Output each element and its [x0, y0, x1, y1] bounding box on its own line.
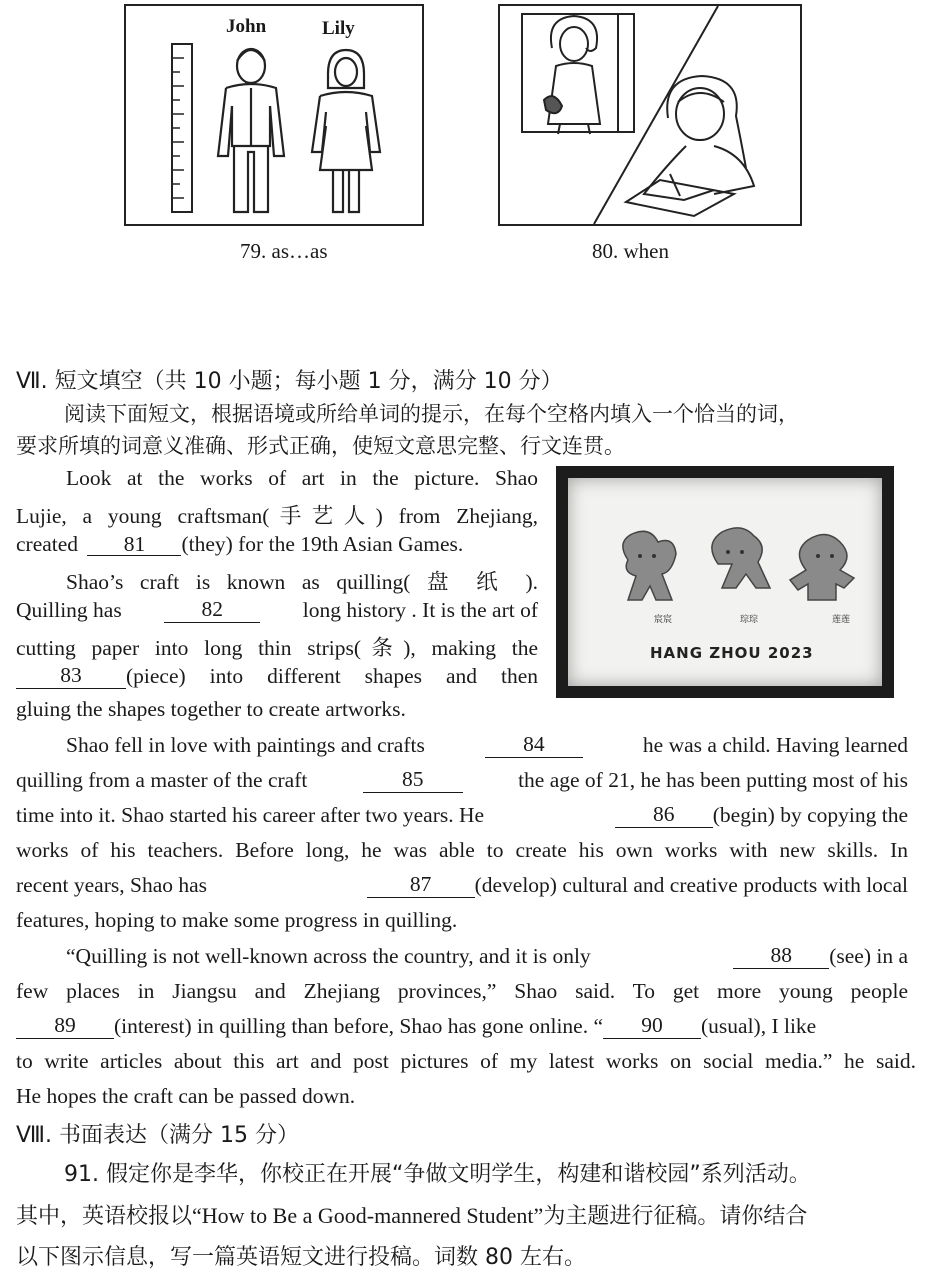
section-7-instruction-line-1: 阅读下面短文，根据语境或所给单词的提示，在每个空格内填入一个恰当的词， — [64, 402, 799, 426]
q91-line-2-text-c: 为主题进行征稿。请你结合 — [543, 1204, 808, 1229]
caption-80: 80. when — [592, 239, 669, 263]
q91-line-1: 91. 假定你是李华，你校正在开展“争做文明学生，构建和谐校园”系列活动。 — [64, 1162, 811, 1187]
when-illustration — [498, 4, 802, 226]
woman-figure — [544, 16, 600, 134]
p3-line-1 — [66, 733, 908, 758]
blank-90[interactable]: 90 — [603, 1014, 701, 1039]
p3-line-2 — [16, 768, 908, 793]
p2-line-2-text-a: Quilling has — [16, 598, 122, 622]
q91-line-2-text-a: 其中，英语校报以 — [16, 1204, 193, 1229]
p2-line-4-text-b: (piece) into different shapes and then — [126, 664, 538, 688]
p3-line-5-text-b: (develop) cultural and creative products with local — [474, 873, 908, 897]
height-comparison-illustration — [124, 4, 424, 226]
p2-line-3: cutting paper into long thin strips(条), making the — [16, 636, 538, 660]
q91-line-2 — [16, 1199, 807, 1230]
q91-line-2-topic: “How to Be a Good-mannered Student” — [192, 1203, 544, 1228]
mother-daughter-drawing — [500, 6, 800, 224]
p3-line-4: works of his teachers. Before long, he was able to create his own works with new skills. In — [16, 838, 908, 862]
john-lily-drawing — [126, 6, 422, 224]
p1-line-1: Look at the works of art in the picture. Shao — [66, 466, 538, 490]
blank-86[interactable]: 86 — [615, 803, 713, 828]
section-8-heading: Ⅷ. 书面表达（满分 15 分） — [16, 1123, 299, 1148]
p1-line-3 — [16, 532, 463, 557]
blank-82[interactable]: 82 — [164, 598, 260, 623]
p4-line-2: few places in Jiangsu and Zhejiang provinces,” Shao said. To get more young people — [16, 979, 908, 1003]
p4-line-4: to write articles about this art and post pictures of my latest works on social media.” he said. — [16, 1049, 916, 1073]
name-label-john: John — [226, 16, 267, 37]
p3-line-5-text-a: recent years, Shao has — [16, 873, 208, 897]
p1-line-3-text-a: created — [16, 532, 79, 556]
section-7-heading: Ⅶ. 短文填空（共 10 小题；每小题 1 分，满分 10 分） — [16, 369, 563, 394]
john-figure — [218, 49, 284, 212]
p4-line-3-text-b: (interest) in quilling than before, Shao has gone online. “ — [114, 1014, 603, 1038]
p4-line-3 — [16, 1014, 908, 1039]
p3-line-1-text-b: he was a child. Having learned — [642, 733, 908, 757]
p4-line-1 — [66, 944, 908, 969]
p3-line-1-text-a: Shao fell in love with paintings and crafts — [66, 733, 425, 757]
p2-line-2 — [16, 598, 538, 623]
p3-line-3 — [16, 803, 908, 828]
blank-88[interactable]: 88 — [733, 944, 829, 969]
blank-85[interactable]: 85 — [363, 768, 463, 793]
section-7-instruction-line-2: 要求所填的词意义准确、形式正确，使短文意思完整、行文连贯。 — [16, 434, 625, 458]
name-label-lily: Lily — [322, 18, 355, 39]
p4-line-1-text-b: (see) in a — [829, 944, 908, 968]
lily-figure — [312, 50, 380, 212]
p1-line-2: Lujie, a young craftsman(手艺人) from Zhejiang, — [16, 504, 538, 528]
caption-79: 79. as…as — [240, 239, 328, 263]
p3-line-3-text-a: time into it. Shao started his career after two years. He — [16, 803, 485, 827]
p4-line-3-text-c: (usual), I like — [701, 1014, 817, 1038]
p3-line-2-text-b: the age of 21, he has been putting most of his — [518, 768, 908, 792]
blank-87[interactable]: 87 — [367, 873, 475, 898]
p2-line-1: Shao’s craft is known as quilling( 盘 纸 ). — [66, 570, 538, 594]
p3-line-3-text-b: (begin) by copying the — [712, 803, 908, 827]
photo-caption: HANG ZHOU 2023 — [650, 644, 814, 662]
blank-89[interactable]: 89 — [16, 1014, 114, 1039]
quilling-artwork-photo — [556, 466, 894, 698]
blank-81[interactable]: 81 — [87, 533, 181, 556]
mascot-label-2: 琮琮 — [740, 615, 759, 625]
q91-line-3: 以下图示信息，写一篇英语短文进行投稿。词数 80 左右。 — [16, 1245, 586, 1270]
p3-line-5 — [16, 873, 908, 898]
blank-84[interactable]: 84 — [485, 733, 583, 758]
mascot-label-1: 宸宸 — [654, 615, 673, 625]
p1-line-3-text-b: (they) for the 19th Asian Games. — [181, 532, 464, 556]
p2-line-2-text-b: long history . It is the art of — [302, 598, 538, 622]
p3-line-6: features, hoping to make some progress in quilling. — [16, 908, 458, 932]
girl-figure — [626, 76, 754, 216]
mascot-label-3: 莲莲 — [832, 615, 851, 625]
blank-83[interactable]: 83 — [16, 664, 126, 689]
p2-line-5: gluing the shapes together to create artworks. — [16, 697, 406, 721]
p4-line-1-text-a: “Quilling is not well-known across the country, and it is only — [66, 944, 591, 968]
p2-line-4 — [16, 664, 538, 689]
p4-line-5: He hopes the craft can be passed down. — [16, 1084, 356, 1108]
p3-line-2-text-a: quilling from a master of the craft — [16, 768, 308, 792]
